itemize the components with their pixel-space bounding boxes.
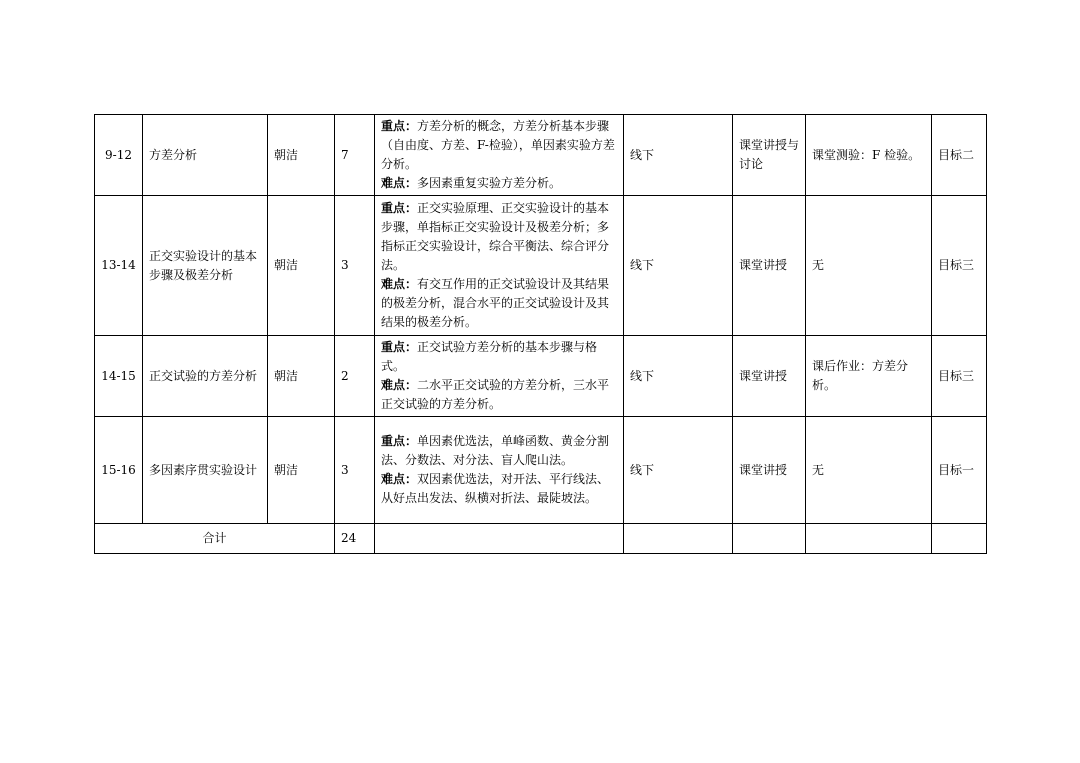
assessment-cell: 无 bbox=[806, 417, 932, 524]
mode-cell: 线下 bbox=[624, 336, 733, 417]
key-point-label: 重点： bbox=[381, 119, 418, 133]
difficulty-label: 难点： bbox=[381, 277, 418, 291]
mode-cell: 线下 bbox=[624, 196, 733, 336]
topic-cell: 多因素序贯实验设计 bbox=[143, 417, 268, 524]
method-cell: 课堂讲授 bbox=[733, 417, 806, 524]
empty-cell bbox=[932, 524, 987, 554]
assessment-cell: 课堂测验：F 检验。 bbox=[806, 115, 932, 196]
topic-cell: 方差分析 bbox=[143, 115, 268, 196]
teacher-cell: 朝洁 bbox=[268, 196, 335, 336]
total-row bbox=[95, 524, 987, 554]
key-point-text: 正交实验原理、正交实验设计的基本步骤，单指标正交实验设计及极差分析；多指标正交实验设计，综合平衡法、综合评分法。 bbox=[381, 201, 610, 272]
assessment-cell: 课后作业：方差分析。 bbox=[806, 336, 932, 417]
key-point-text: 单因素优选法，单峰函数、黄金分割法、分数法、对分法、盲人爬山法。 bbox=[381, 434, 610, 467]
teacher-cell: 朝洁 bbox=[268, 115, 335, 196]
table-row bbox=[95, 115, 987, 196]
empty-cell bbox=[624, 524, 733, 554]
key-point-label: 重点： bbox=[381, 340, 418, 354]
content-cell bbox=[375, 115, 624, 196]
table-row bbox=[95, 336, 987, 417]
table-row bbox=[95, 417, 987, 524]
hours-cell: 3 bbox=[335, 196, 375, 336]
key-point-label: 重点： bbox=[381, 201, 418, 215]
assessment-cell: 无 bbox=[806, 196, 932, 336]
empty-cell bbox=[806, 524, 932, 554]
difficulty-label: 难点： bbox=[381, 378, 418, 392]
total-label: 合计 bbox=[95, 524, 335, 554]
empty-cell bbox=[733, 524, 806, 554]
hours-cell: 7 bbox=[335, 115, 375, 196]
week-cell: 14-15 bbox=[95, 336, 143, 417]
mode-cell: 线下 bbox=[624, 115, 733, 196]
empty-cell bbox=[375, 524, 624, 554]
difficulty-text: 二水平正交试验的方差分析，三水平正交试验的方差分析。 bbox=[381, 378, 610, 411]
week-cell: 13-14 bbox=[95, 196, 143, 336]
week-cell: 15-16 bbox=[95, 417, 143, 524]
teacher-cell: 朝洁 bbox=[268, 336, 335, 417]
teacher-cell: 朝洁 bbox=[268, 417, 335, 524]
method-cell: 课堂讲授与讨论 bbox=[733, 115, 806, 196]
hours-cell: 2 bbox=[335, 336, 375, 417]
method-cell: 课堂讲授 bbox=[733, 336, 806, 417]
content-cell bbox=[375, 336, 624, 417]
goal-cell: 目标二 bbox=[932, 115, 987, 196]
content-cell bbox=[375, 417, 624, 524]
key-point-text: 正交试验方差分析的基本步骤与格式。 bbox=[381, 340, 598, 373]
teaching-plan-table bbox=[94, 114, 987, 554]
total-hours: 24 bbox=[335, 524, 375, 554]
difficulty-text: 有交互作用的正交试验设计及其结果的极差分析，混合水平的正交试验设计及其结果的极差分析。 bbox=[381, 277, 610, 329]
key-point-label: 重点： bbox=[381, 434, 418, 448]
difficulty-label: 难点： bbox=[381, 176, 418, 190]
content-cell bbox=[375, 196, 624, 336]
mode-cell: 线下 bbox=[624, 417, 733, 524]
goal-cell: 目标三 bbox=[932, 336, 987, 417]
difficulty-label: 难点： bbox=[381, 472, 418, 486]
goal-cell: 目标三 bbox=[932, 196, 987, 336]
method-cell: 课堂讲授 bbox=[733, 196, 806, 336]
key-point-text: 方差分析的概念，方差分析基本步骤（自由度、方差、F-检验），单因素实验方差分析。 bbox=[381, 119, 615, 171]
goal-cell: 目标一 bbox=[932, 417, 987, 524]
topic-cell: 正交实验设计的基本步骤及极差分析 bbox=[143, 196, 268, 336]
table-row bbox=[95, 196, 987, 336]
difficulty-text: 多因素重复实验方差分析。 bbox=[417, 176, 562, 190]
week-cell: 9-12 bbox=[95, 115, 143, 196]
topic-cell: 正交试验的方差分析 bbox=[143, 336, 268, 417]
hours-cell: 3 bbox=[335, 417, 375, 524]
difficulty-text: 双因素优选法，对开法、平行线法、从好点出发法、纵横对折法、最陡坡法。 bbox=[381, 472, 610, 505]
